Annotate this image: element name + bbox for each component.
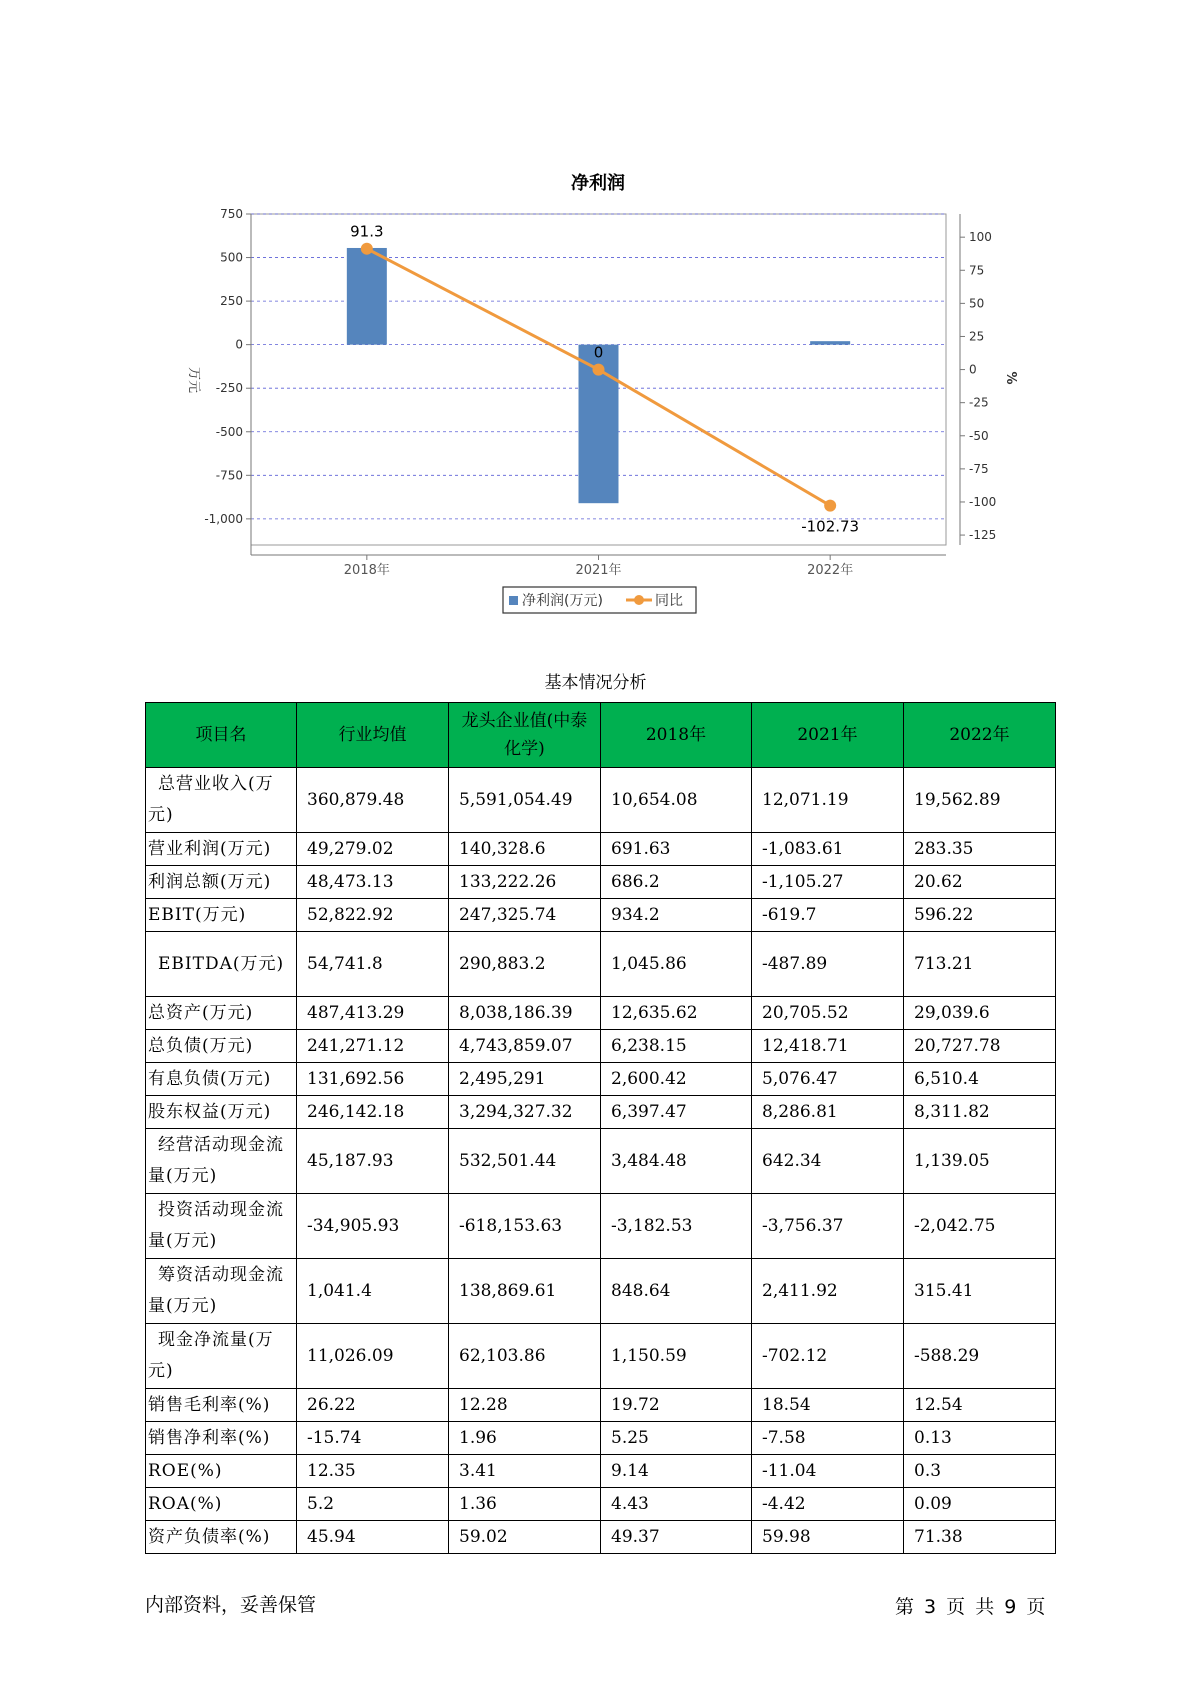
y-tick-label-right: -50 (969, 428, 989, 443)
row-label: 总负债(万元) (146, 1030, 297, 1063)
y-tick-label-left: 750 (220, 207, 243, 221)
table-cell: 596.22 (904, 899, 1056, 932)
table-row (146, 1194, 1056, 1259)
row-label: 销售净利率(%) (146, 1422, 297, 1455)
table-cell: 315.41 (904, 1259, 1056, 1324)
table-cell: 934.2 (601, 899, 752, 932)
table-cell: -619.7 (752, 899, 904, 932)
table-cell: 59.98 (752, 1521, 904, 1554)
table-cell: 19,562.89 (904, 768, 1056, 833)
table-cell: 4.43 (601, 1488, 752, 1521)
footer-confidential-note: 内部资料，妥善保管 (145, 1594, 317, 1616)
table-cell: 686.2 (601, 866, 752, 899)
table-row (146, 1488, 1056, 1521)
y-tick-label-right: 25 (969, 329, 985, 344)
table-row (146, 833, 1056, 866)
table-row (146, 1324, 1056, 1389)
table-cell: 0.3 (904, 1455, 1056, 1488)
y-tick-label-right: -75 (969, 461, 989, 476)
row-label: 现金净流量(万元) (146, 1324, 297, 1389)
table-row (146, 1455, 1056, 1488)
y-tick-label-left: 250 (220, 294, 243, 309)
y-tick-label-left: -750 (215, 468, 243, 483)
table-cell: 2,600.42 (601, 1063, 752, 1096)
column-header: 2018年 (601, 703, 752, 768)
line-point (361, 243, 373, 255)
table-row (146, 997, 1056, 1030)
row-label: EBIT(万元) (146, 899, 297, 932)
table-cell: 3.41 (449, 1455, 601, 1488)
legend-line-label: 同比 (655, 593, 683, 609)
table-cell: 0.13 (904, 1422, 1056, 1455)
table-cell: 29,039.6 (904, 997, 1056, 1030)
table-row (146, 1030, 1056, 1063)
table-cell: 45,187.93 (297, 1129, 449, 1194)
table-row (146, 1063, 1056, 1096)
row-label: 资产负债率(%) (146, 1521, 297, 1554)
table-header-row (146, 703, 1056, 768)
y-axis-left (204, 207, 251, 555)
table-cell: 1,045.86 (601, 932, 752, 997)
bar (347, 248, 387, 345)
line-point (824, 500, 836, 512)
table-row (146, 1422, 1056, 1455)
table-row (146, 1096, 1056, 1129)
data-label: 0 (593, 343, 604, 362)
table-cell: 49,279.02 (297, 833, 449, 866)
table-cell: 45.94 (297, 1521, 449, 1554)
y-axis-label-right: % (1003, 371, 1018, 385)
table-cell: 20,705.52 (752, 997, 904, 1030)
bar (810, 341, 850, 344)
table-cell: -3,182.53 (601, 1194, 752, 1259)
table-cell: 246,142.18 (297, 1096, 449, 1129)
table-cell: 8,286.81 (752, 1096, 904, 1129)
y-axis-label-left: 万元 (186, 366, 201, 394)
table-cell: -4.42 (752, 1488, 904, 1521)
basic-analysis-table (145, 702, 1056, 1554)
table-cell: 49.37 (601, 1521, 752, 1554)
table-cell: 6,510.4 (904, 1063, 1056, 1096)
column-header: 2022年 (904, 703, 1056, 768)
table-cell: 283.35 (904, 833, 1056, 866)
x-tick-label: 2022年 (807, 563, 854, 578)
table-row (146, 768, 1056, 833)
table-cell: -702.12 (752, 1324, 904, 1389)
table-cell: 52,822.92 (297, 899, 449, 932)
table-cell: 54,741.8 (297, 932, 449, 997)
table-cell: 138,869.61 (449, 1259, 601, 1324)
table-cell: 12,418.71 (752, 1030, 904, 1063)
table-cell: 290,883.2 (449, 932, 601, 997)
table-cell: 8,038,186.39 (449, 997, 601, 1030)
y-tick-label-left: 0 (235, 337, 243, 352)
table-cell: -618,153.63 (449, 1194, 601, 1259)
table-cell: 5,076.47 (752, 1063, 904, 1096)
table-cell: 12,635.62 (601, 997, 752, 1030)
table-cell: 1,041.4 (297, 1259, 449, 1324)
column-header: 项目名 (146, 703, 297, 768)
row-label: 投资活动现金流量(万元) (146, 1194, 297, 1259)
table-cell: 12.28 (449, 1389, 601, 1422)
table-cell: -34,905.93 (297, 1194, 449, 1259)
table-cell: 59.02 (449, 1521, 601, 1554)
row-label: 经营活动现金流量(万元) (146, 1129, 297, 1194)
table-cell: -11.04 (752, 1455, 904, 1488)
y-tick-label-right: -100 (969, 494, 997, 509)
table-cell: 2,495,291 (449, 1063, 601, 1096)
table-cell: 642.34 (752, 1129, 904, 1194)
table-cell: 12.35 (297, 1455, 449, 1488)
table-cell: 241,271.12 (297, 1030, 449, 1063)
legend-bar-swatch (509, 596, 518, 605)
y-tick-label-left: -500 (215, 424, 243, 439)
row-label: 利润总额(万元) (146, 866, 297, 899)
table-cell: -1,105.27 (752, 866, 904, 899)
chart-title: 净利润 (571, 173, 625, 194)
row-label: 总营业收入(万元) (146, 768, 297, 833)
table-cell: -3,756.37 (752, 1194, 904, 1259)
table-cell: 6,397.47 (601, 1096, 752, 1129)
table-cell: 71.38 (904, 1521, 1056, 1554)
y-axis-right (960, 214, 996, 545)
table-row (146, 1129, 1056, 1194)
y-tick-label-right: 50 (969, 296, 985, 311)
row-label: ROE(%) (146, 1455, 297, 1488)
x-tick-label: 2021年 (575, 563, 622, 578)
y-tick-label-right: 100 (969, 230, 992, 245)
row-label: EBITDA(万元) (146, 932, 297, 997)
chart-legend (503, 587, 696, 613)
data-label: 91.3 (350, 222, 384, 241)
table-cell: 5.2 (297, 1488, 449, 1521)
table-cell: 12.54 (904, 1389, 1056, 1422)
table-cell: 9.14 (601, 1455, 752, 1488)
y-tick-label-right: -125 (969, 528, 997, 543)
net-profit-chart (0, 0, 1191, 640)
table-cell: 691.63 (601, 833, 752, 866)
table-cell: 62,103.86 (449, 1324, 601, 1389)
table-cell: -7.58 (752, 1422, 904, 1455)
table-row (146, 932, 1056, 997)
table-cell: 48,473.13 (297, 866, 449, 899)
row-label: 股东权益(万元) (146, 1096, 297, 1129)
y-tick-label-right: -25 (969, 395, 989, 410)
table-cell: -2,042.75 (904, 1194, 1056, 1259)
row-label: 有息负债(万元) (146, 1063, 297, 1096)
table-cell: -1,083.61 (752, 833, 904, 866)
legend-line-marker (634, 595, 644, 605)
table-cell: 247,325.74 (449, 899, 601, 932)
table-cell: 1,150.59 (601, 1324, 752, 1389)
row-label: ROA(%) (146, 1488, 297, 1521)
table-cell: 0.09 (904, 1488, 1056, 1521)
row-label: 营业利润(万元) (146, 833, 297, 866)
table-row (146, 866, 1056, 899)
table-cell: 532,501.44 (449, 1129, 601, 1194)
table-cell: -487.89 (752, 932, 904, 997)
table-cell: 4,743,859.07 (449, 1030, 601, 1063)
table-body (146, 768, 1056, 1554)
table-cell: 20,727.78 (904, 1030, 1056, 1063)
x-axis (251, 555, 946, 578)
y-tick-label-right: 0 (969, 362, 977, 377)
table-cell: 133,222.26 (449, 866, 601, 899)
table-row (146, 899, 1056, 932)
column-header: 龙头企业值(中泰化学) (449, 703, 601, 768)
row-label: 筹资活动现金流量(万元) (146, 1259, 297, 1324)
row-label: 总资产(万元) (146, 997, 297, 1030)
table-cell: 5,591,054.49 (449, 768, 601, 833)
table-cell: 18.54 (752, 1389, 904, 1422)
y-tick-label-left: -250 (215, 381, 243, 396)
table-cell: 12,071.19 (752, 768, 904, 833)
table-cell: 713.21 (904, 932, 1056, 997)
footer-page-number: 第 3 页 共 9 页 (895, 1596, 1046, 1618)
table-cell: 1.36 (449, 1488, 601, 1521)
x-tick-label: 2018年 (343, 563, 390, 578)
table-cell: 848.64 (601, 1259, 752, 1324)
table-cell: 6,238.15 (601, 1030, 752, 1063)
line-point (593, 364, 605, 376)
table-caption: 基本情况分析 (544, 673, 647, 693)
table-cell: 3,294,327.32 (449, 1096, 601, 1129)
column-header: 2021年 (752, 703, 904, 768)
table-cell: 487,413.29 (297, 997, 449, 1030)
y-tick-label-right: 75 (969, 263, 985, 278)
table-cell: -588.29 (904, 1324, 1056, 1389)
table-cell: 1.96 (449, 1422, 601, 1455)
table-cell: 11,026.09 (297, 1324, 449, 1389)
table-cell: 5.25 (601, 1422, 752, 1455)
table-cell: 140,328.6 (449, 833, 601, 866)
table-cell: 131,692.56 (297, 1063, 449, 1096)
table-cell: 20.62 (904, 866, 1056, 899)
table-row (146, 1521, 1056, 1554)
table-row (146, 1259, 1056, 1324)
table-cell: 2,411.92 (752, 1259, 904, 1324)
y-tick-label-left: 500 (220, 250, 243, 265)
table-cell: 10,654.08 (601, 768, 752, 833)
table-cell: 8,311.82 (904, 1096, 1056, 1129)
y-tick-label-left: -1,000 (204, 511, 243, 526)
legend-bar-label: 净利润(万元) (522, 593, 603, 609)
column-header: 行业均值 (297, 703, 449, 768)
data-label: -102.73 (801, 517, 860, 536)
table-row (146, 1389, 1056, 1422)
table-cell: 3,484.48 (601, 1129, 752, 1194)
table-cell: 360,879.48 (297, 768, 449, 833)
table-cell: 26.22 (297, 1389, 449, 1422)
row-label: 销售毛利率(%) (146, 1389, 297, 1422)
table-cell: 19.72 (601, 1389, 752, 1422)
table-cell: 1,139.05 (904, 1129, 1056, 1194)
table-cell: -15.74 (297, 1422, 449, 1455)
